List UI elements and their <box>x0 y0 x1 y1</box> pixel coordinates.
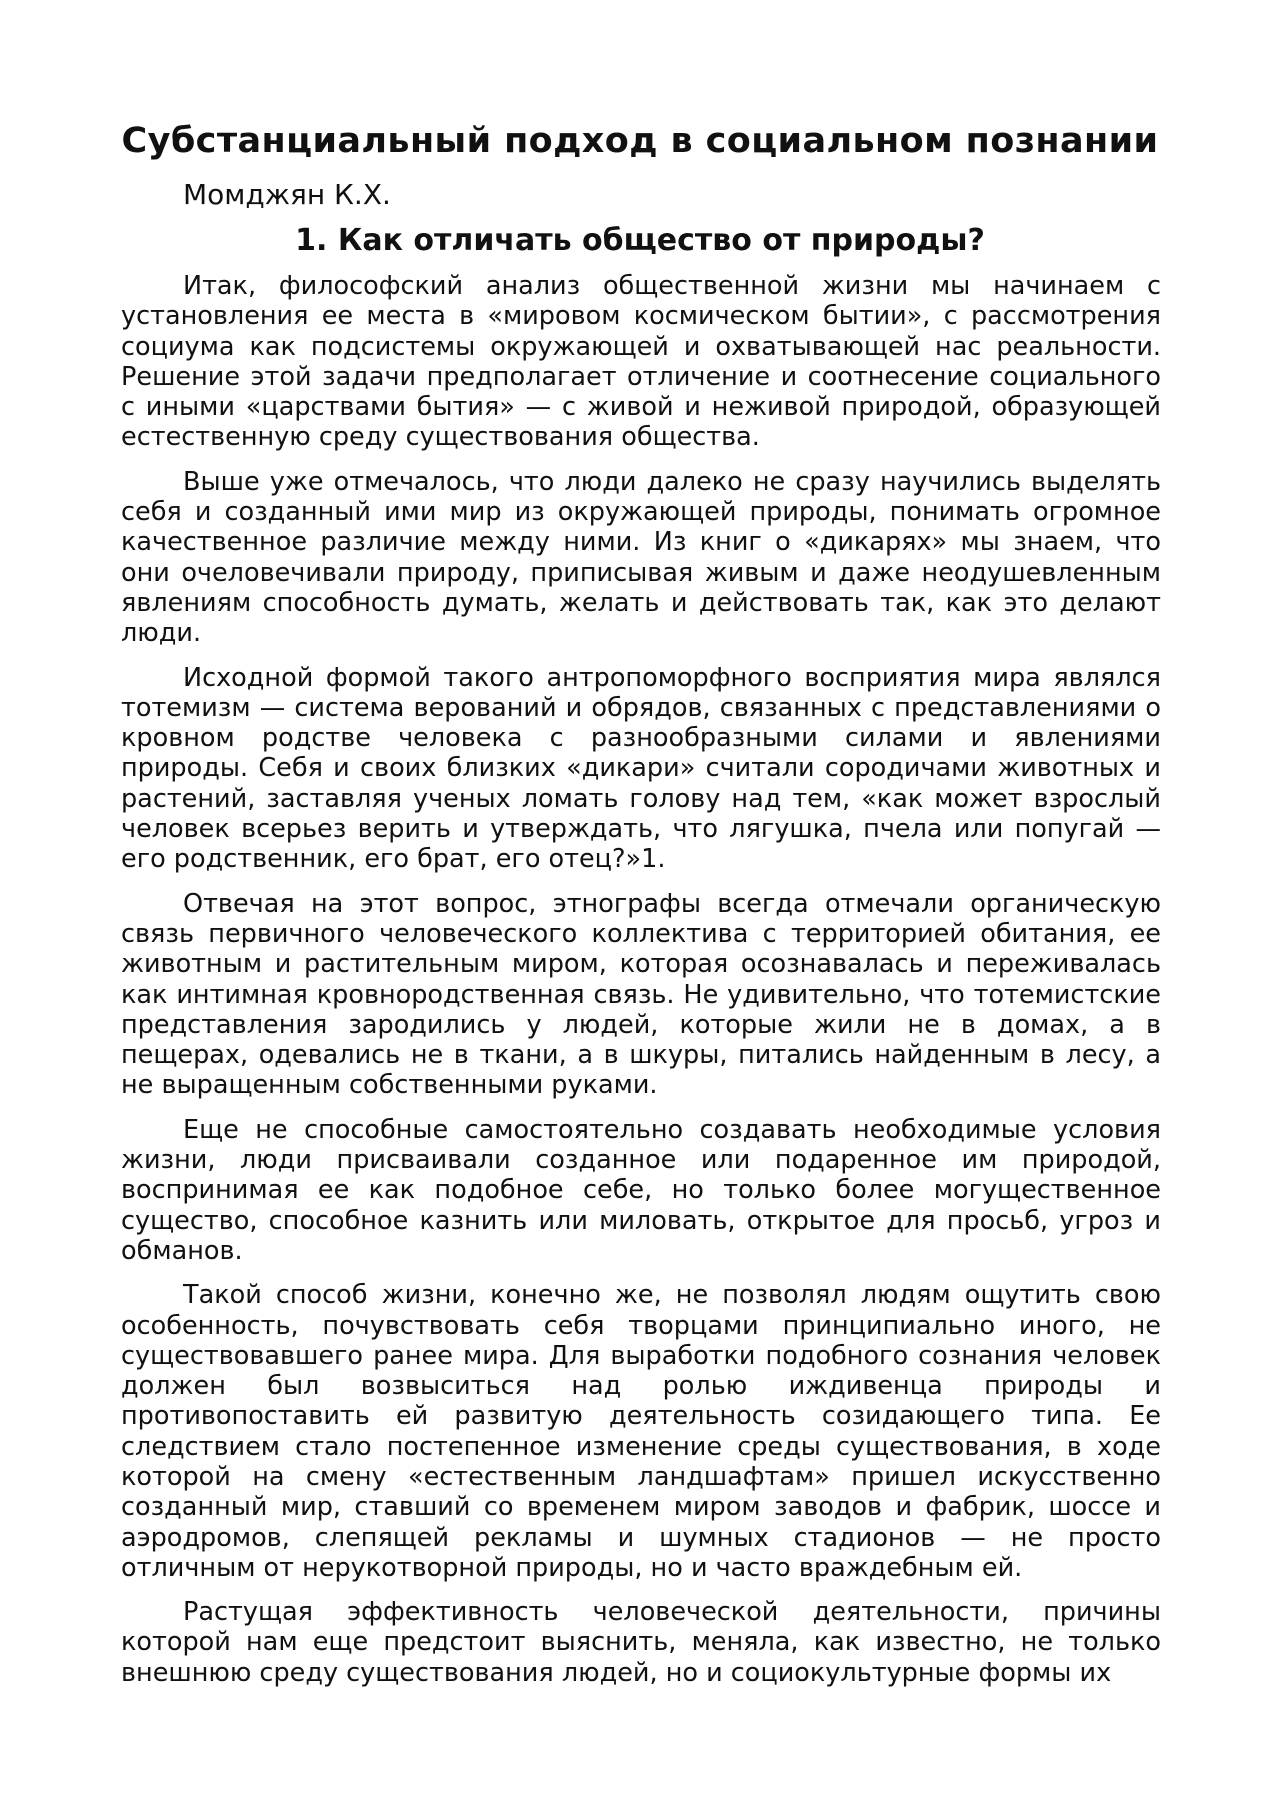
paragraph: Еще не способные самостоятельно создавать необходимые условия жизни, люди присваивали созданное или подаренное им природой, воспринимая ее как подобное себе, но только более могущественное существо, способное казнить или миловать, открытое для просьб, угроз и обманов. <box>121 1114 1161 1266</box>
document-title: Субстанциальный подход в социальном познании <box>121 121 1159 161</box>
paragraph: Итак, философский анализ общественной жизни мы начинаем с установления ее места в «мировом космическом бытии», с рассмотрения социума как подсистемы окружающей и охватывающей нас реальности. Решение этой задачи предполагает отличение и соотнесение социального с иными «царствами бытия» — с живой и неживой природой, образующей естественную среду существования общества. <box>121 271 1161 453</box>
paragraph: Такой способ жизни, конечно же, не позволял людям ощутить свою особенность, почувствовать себя творцами принципиально иного, не существовавшего ранее мира. Для выработки подобного сознания человек должен был возвыситься над ролью иждивенца природы и противопоставить ей развитую деятельность созидающего типа. Ее следствием стало постепенное изменение среды существования, в ходе которой на смену «естественным ландшафтам» пришел искусственно созданный мир, ставший со временем миром заводов и фабрик, шоссе и аэродромов, слепящей рекламы и шумных стадионов — не просто отличным от нерукотворной природы, но и часто враждебным ей. <box>121 1280 1161 1583</box>
paragraph: Отвечая на этот вопрос, этнографы всегда отмечали органическую связь первичного человеческого коллектива с территорией обитания, ее животным и растительным миром, которая осознавалась и переживалась как интимная кровнородственная связь. Не удивительно, что тотемистские представления зародились у людей, которые жили не в домах, а в пещерах, одевались не в ткани, а в шкуры, питались найденным в лесу, а не выращенным собственными руками. <box>121 888 1161 1101</box>
paragraph: Исходной формой такого антропоморфного восприятия мира являлся тотемизм — система верований и обрядов, связанных с представлениями о кровном родстве человека с разнообразными силами и явлениями природы. Себя и своих близких «дикари» считали сородичами животных и растений, заставляя ученых ломать голову над тем, «как может взрослый человек всерьез верить и утверждать, что лягушка, пчела или попугай — его родственник, его брат, его отец?»1. <box>121 662 1161 875</box>
paragraph: Растущая эффективность человеческой деятельности, причины которой нам еще предстоит выяснить, меняла, как известно, не только внешнюю среду существования людей, но и социокультурные формы их <box>121 1597 1161 1688</box>
paragraph: Выше уже отмечалось, что люди далеко не сразу научились выделять себя и созданный ими мир из окружающей природы, понимать огромное качественное различие между ними. Из книг о «дикарях» мы знаем, что они очеловечивали природу, приписывая живым и даже неодушевленным явлениям способность думать, желать и действовать так, как это делают люди. <box>121 466 1161 649</box>
author-name: Момджян К.Х. <box>183 178 391 211</box>
body-text <box>121 271 1161 1688</box>
section-heading: 1. Как отличать общество от природы? <box>295 223 985 258</box>
